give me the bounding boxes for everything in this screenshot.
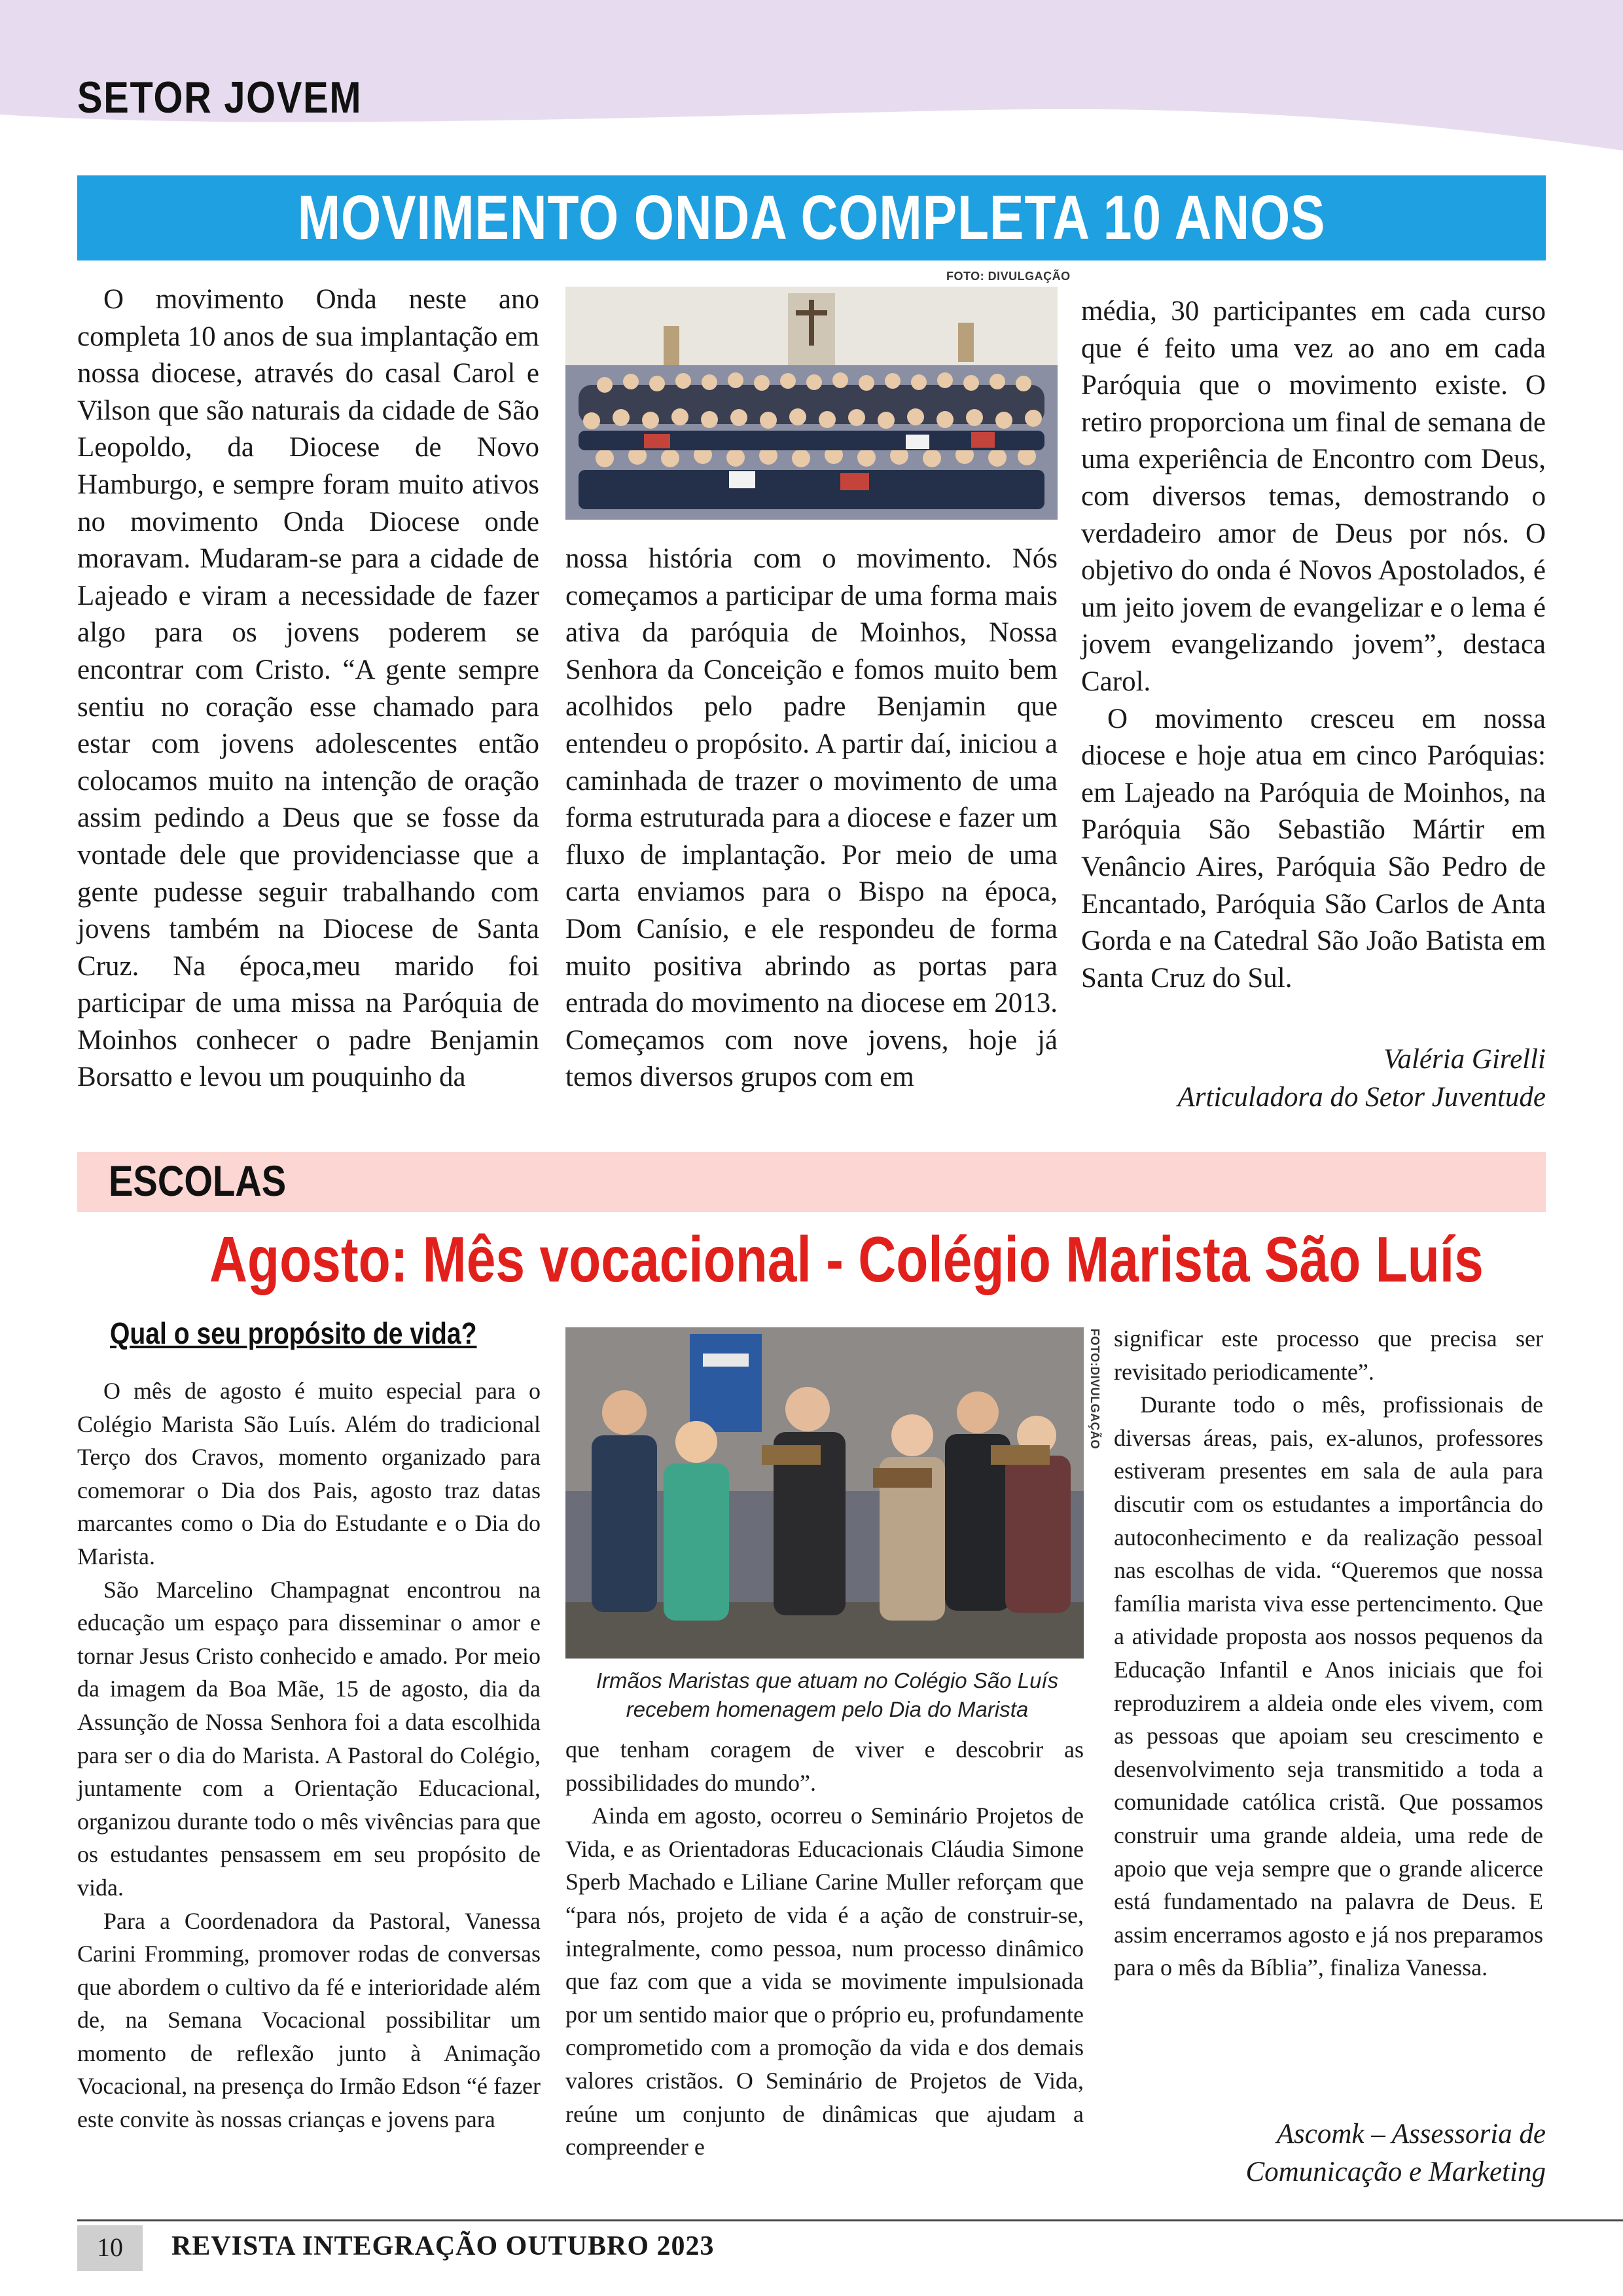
section-bar-escolas [77, 1152, 1546, 1212]
article1-author-name: Valéria Girelli [1383, 1044, 1546, 1075]
article2-col1-paragraph-3: Para a Coordenadora da Pastoral, Vanessa Carini Fromming, promover rodas de conversas que abordem o cultivo da fé e interioridade além de, na Semana Vocacional possibilitar um momento de reflexão junto à Animação Vocacional, na presença do Irmão Edson “é fazer este convite às nossas crianças e jovens para [77, 1907, 541, 2133]
article2-title: Agosto: Mês vocacional - Colégio Marista São Luís [209, 1223, 1484, 1295]
article2-signature [1245, 2115, 1546, 2191]
article1-signature [1178, 1041, 1546, 1117]
article2-author-line-2: Comunicação e Marketing [1245, 2157, 1546, 2187]
page-number: 10 [97, 2233, 123, 2262]
article2-photo-credit: FOTO:DIVULGAÇÃO [1088, 1329, 1101, 1450]
footer-magazine-title: REVISTA INTEGRAÇÃO OUTUBRO 2023 [171, 2231, 715, 2261]
article1-column-2 [565, 541, 1058, 1096]
article1-col3-paragraph-2: O movimento cresceu em nossa diocese e hoje atua em cinco Paróquias: em Lajeado na Paróquia de Moinhos, na Paróquia São Sebastião Mártir em Venâncio Aires, Paróquia São Pedro de Encantado, Paróquia São Carlos de Anta Gorda e na Catedral São João Batista em Santa Cruz do Sul. [1081, 703, 1546, 994]
article2-col3-paragraph-1: significar este processo que precisa ser revisitado periodicamente”. [1114, 1325, 1543, 1385]
article1-title: MOVIMENTO ONDA COMPLETA 10 ANOS [297, 183, 1326, 253]
article2-col1-paragraph-2: São Marcelino Champagnat encontrou na educação um espaço para disseminar o amor e tornar Jesus Cristo conhecido e amado. Por meio da imagem da Boa Mãe, 15 de agosto, dia da Assunção de Nossa Senhora foi a data escolhida para ser o dia do Marista. A Pastoral do Colégio, juntamente com a Orientação Educacional, organizou durante todo o mês vivências para que os estudantes pensassem em seu propósito de vida. [77, 1576, 541, 1901]
article2-column-2 [565, 1733, 1084, 2164]
article2-column-3 [1114, 1322, 1543, 1984]
article2-photo-maristas [565, 1327, 1084, 1659]
article2-col2-paragraph-1: que tenham coragem de viver e descobrir as possibilidades do mundo”. [565, 1736, 1084, 1796]
article2-author-line-1: Ascomk – Assessoria de [1276, 2119, 1546, 2149]
article1-col2-text: nossa história com o movimento. Nós começamos a participar de uma forma mais ativa da paróquia de Moinhos, Nossa Senhora da Conceição e fomos muito bem acolhidos pelo padre Benjamin que entendeu o propósito. A partir daí, iniciou a caminhada de trazer o movimento de uma forma estruturada para a diocese e fazer um fluxo de implantação. Por meio de uma carta enviamos para o Bispo na época, Dom Canísio, e ele respondeu de forma muito positiva abrindo as portas para entrada do movimento na diocese em 2013. Começamos com nove jovens, hoje já temos diversos grupos com em [565, 543, 1058, 1093]
page-number-box [77, 2225, 143, 2271]
article1-col3-paragraph-1: média, 30 participantes em cada curso que é feito uma vez ao ano em cada Paróquia que o movimento existe. O retiro proporciona um final de semana de uma experiência de Encontro com Deus, com diversos temas, demostrando o verdadeiro amor de Deus por nós. O objetivo do onda é Novos Apostolados, é um jeito jovem de evangelizar e o lema é jovem evangelizando jovem”, destaca Carol. [1081, 296, 1546, 697]
article2-photo-caption: Irmãos Maristas que atuam no Colégio São Luís recebem homenagem pelo Dia do Marista [596, 1668, 1059, 1721]
article1-author-role: Articuladora do Setor Juventude [1177, 1082, 1546, 1113]
article2-column-1 [77, 1374, 541, 2136]
article2-subhead: Qual o seu propósito de vida? [110, 1316, 477, 1350]
footer-rule [77, 2219, 1623, 2221]
section-label-setor-jovem: SETOR JOVEM [77, 73, 363, 122]
article1-title-bar [77, 175, 1546, 260]
article2-col1-paragraph-1: O mês de agosto é muito especial para o Colégio Marista São Luís. Além do tradicional Terço dos Cravos, momento organizado para comemorar o Dia dos Pais, agosto traz datas marcantes como o Dia do Estudante e o Dia do Marista. [77, 1378, 541, 1570]
article2-col2-paragraph-2: Ainda em agosto, ocorreu o Seminário Projetos de Vida, e as Orientadoras Educacionais Cláudia Simone Sperb Machado e Liliane Carine Muller reforçam que “para nós, projeto de vida é a ação de construir-se, integralmente, como pessoa, num processo dinâmico que faz com que a vida se movimente impulsionada por um sentido maior que o próprio eu, profundamente comprometido com a promoção da vida e dos demais valores cristãos. O Seminário de Projetos de Vida, reúne um conjunto de dinâmicas que ajudam a compreender e [565, 1803, 1084, 2161]
article1-col1-text: O movimento Onda neste ano completa 10 anos de sua implantação em nossa diocese, através do casal Carol e Vilson que são naturais da cidade de São Leopoldo, da Diocese de Novo Hamburgo, e sempre foram muito ativos no movimento Onda Diocese onde moravam. Mudaram-se para a cidade de Lajeado e viram a necessidade de fazer algo para os jovens poderem se encontrar com Cristo. “A gente sempre sentiu no coração esse chamado para estar com jovens adolescentes então colocamos muito na intenção de oração assim pedindo a Deus que se fosse da vontade dele que providenciasse que a gente pudesse seguir trabalhando com jovens também na Diocese de Santa Cruz. Na época,meu marido foi participar de uma missa na Paróquia de Moinhos conhecer o padre Benjamin Borsatto e levou um pouquinho da [77, 284, 539, 1093]
section-label-escolas: ESCOLAS [109, 1157, 287, 1205]
article1-column-1 [77, 281, 539, 1096]
article1-column-3 [1081, 293, 1546, 997]
article2-col3-paragraph-2: Durante todo o mês, profissionais de diversas áreas, pais, ex-alunos, professores estiveram presentes em sala de aula para discutir com os estudantes a importância do autoconhecimento e da realização pessoal nas escolhas de vida. “Queremos que nossa família marista viva esse pertencimento. Que a atividade proposta aos nossos pequenos da Educação Infantil e Anos iniciais que foi reproduzirem a aldeia onde eles vivem, com as pessoas que apoiam seu crescimento e desenvolvimento seja transmitido a toda a comunidade católica cristã. Que possamos construir uma grande aldeia, uma rede de apoio que veja sempre que o grande alicerce está fundamentado na palavra de Deus. E assim encerramos agosto e já nos preparamos para o mês da Bíblia”, finaliza Vanessa. [1114, 1391, 1543, 1981]
article1-photo-credit: FOTO: DIVULGAÇÃO [946, 270, 1071, 283]
article1-group-photo [565, 287, 1058, 520]
